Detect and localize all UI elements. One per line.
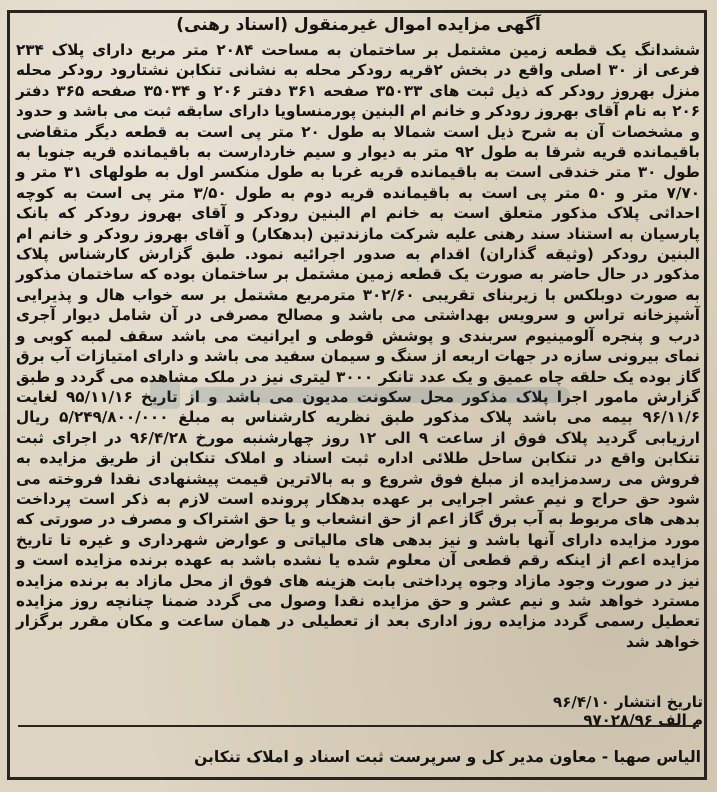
- signature-divider: [18, 725, 699, 727]
- notice-title: آگهی مزایده اموال غیرمنقول (اسناد رهنی): [176, 15, 541, 35]
- signature-line: الیاس صهبا - معاون مدیر کل و سرپرست ثبت اسناد و املاک تنکابن: [194, 748, 701, 766]
- notice-body: ششدانگ یک قطعه زمین مشتمل بر ساختمان به مساحت ۲۰۸۴ متر مربع دارای پلاک ۲۳۴ فرعی از ۳۰ اصلی واقع در بخش ۲قریه رودکر محله به نشانی تنکابن نشتارود رودکر محله منزل بهروز رودکر که ذیل ثبت های ۳۵۰۳۳ صفحه ۳۶۱ دفتر ۲۰۶ و ۳۵۰۳۴ صفحه ۳۶۵ دفتر ۲۰۶ به نام آقای بهروز رودکر و خانم ام البنین پورمنساویا دارای سابقه ثبت می باشد و حدود و مشخصات آن به شرح ذیل است شمالا به طول ۲۰ متر پی است به قطعه دیگر متقاضی باقیمانده قریه شرقا به طول ۹۲ متر به دیوار و سیم خاردارست به باقیمانده قریه جنوبا به طول ۳۰ متر خندقی است به باقیمانده قریه غربا به طول منکسر اول به طولهای ۳۱ متر و ۷/۷۰ متر و ۵۰ متر پی است به باقیمانده قریه دوم به طول ۳/۵۰ متر پی است به کوچه احداثی پلاک مذکور متعلق است به خانم ام البنین رودکر و آقای بهروز رودکر که بانک پارسیان به استناد سند رهنی علیه شرکت مازندتین (بدهکار) و آقای بهروز رودکر و خانم ام البنین رودکر (وثیقه گذاران) اقدام به صدور اجرائیه نمود. طبق گزارش کارشناس پلاک مذکور در حال حاضر به صورت یک قطعه زمین مشتمل بر ساختمان بوده که ساختمان مذکور به صورت دوبلکس با زیربنای تقریبی ۳۰۲/۶۰ مترمربع مشتمل بر سه خواب هال و پذیرایی آشپزخانه تراس و سرویس بهداشتی می باشد و مصالح مصرفی در آن شامل دیوار آجری درب و پنجره آلومینیوم سربندی و پوشش قوطی و ایرانیت می باشد سقف لمبه کوبی و نمای بیرونی سازه در جهات اربعه از سنگ و سیمان سفید می باشد و دارای امتیازات آب برق گاز بوده یک حلقه چاه عمیق و یک عدد تانکر ۳۰۰۰ لیتری نیز در ملک مشاهده می گردد و طبق گزارش مامور اجرا پلاک مذکور محل سکونت مدیون می باشد و از تاریخ ۹۵/۱۱/۱۶ لغایت ۹۶/۱۱/۶ بیمه می باشد پلاک مذکور طبق نظریه کارشناس به مبلغ ۵/۲۴۹/۸۰۰/۰۰۰ ریال ارزیابی گردید پلاک فوق از ساعت ۹ الی ۱۲ روز چهارشنبه مورخ ۹۶/۴/۲۸ در اجرای ثبت تنکابن واقع در تنکابن ساحل طلائی اداره ثبت اسناد و املاک تنکابن از طریق مزایده به فروش می رسدمزایده از مبلغ فوق شروع و به بالاترین قیمت پیشنهادی نقدا فروخته می شود حق حراج و نیم عشر اجرایی بر عهده بدهکار پرونده است لازم به ذکر است پرداخت بدهی های مربوط به آب برق گاز اعم از حق انشعاب و یا حق اشتراک و مصرف در صورتی که مورد مزایده دارای آنها باشد و نیز بدهی های مالیاتی و عوارض شهرداری و غیره تا تاریخ مزایده اعم از اینکه رقم قطعی آن معلوم شده یا نشده باشد به عهده برنده مزایده است و نیز در صورت وجود مازاد وجوه پرداختی بابت هزینه های فوق از محل مازاد به برنده مزایده مسترد خواهد شد و نیم عشر و حق مزایده نقدا وصول می گردد ضمنا چنانچه روز مزایده تعطیل رسمی گردد مزایده روز اداری بعد از تعطیلی در همان ساعت و مکان مقرر برگزار خواهد شد: [16, 41, 701, 651]
- reference-number: م الف ۹۷۰۲۸/۹۶: [583, 711, 703, 729]
- publication-date: تاریخ انتشار ۹۶/۴/۱۰: [553, 693, 703, 711]
